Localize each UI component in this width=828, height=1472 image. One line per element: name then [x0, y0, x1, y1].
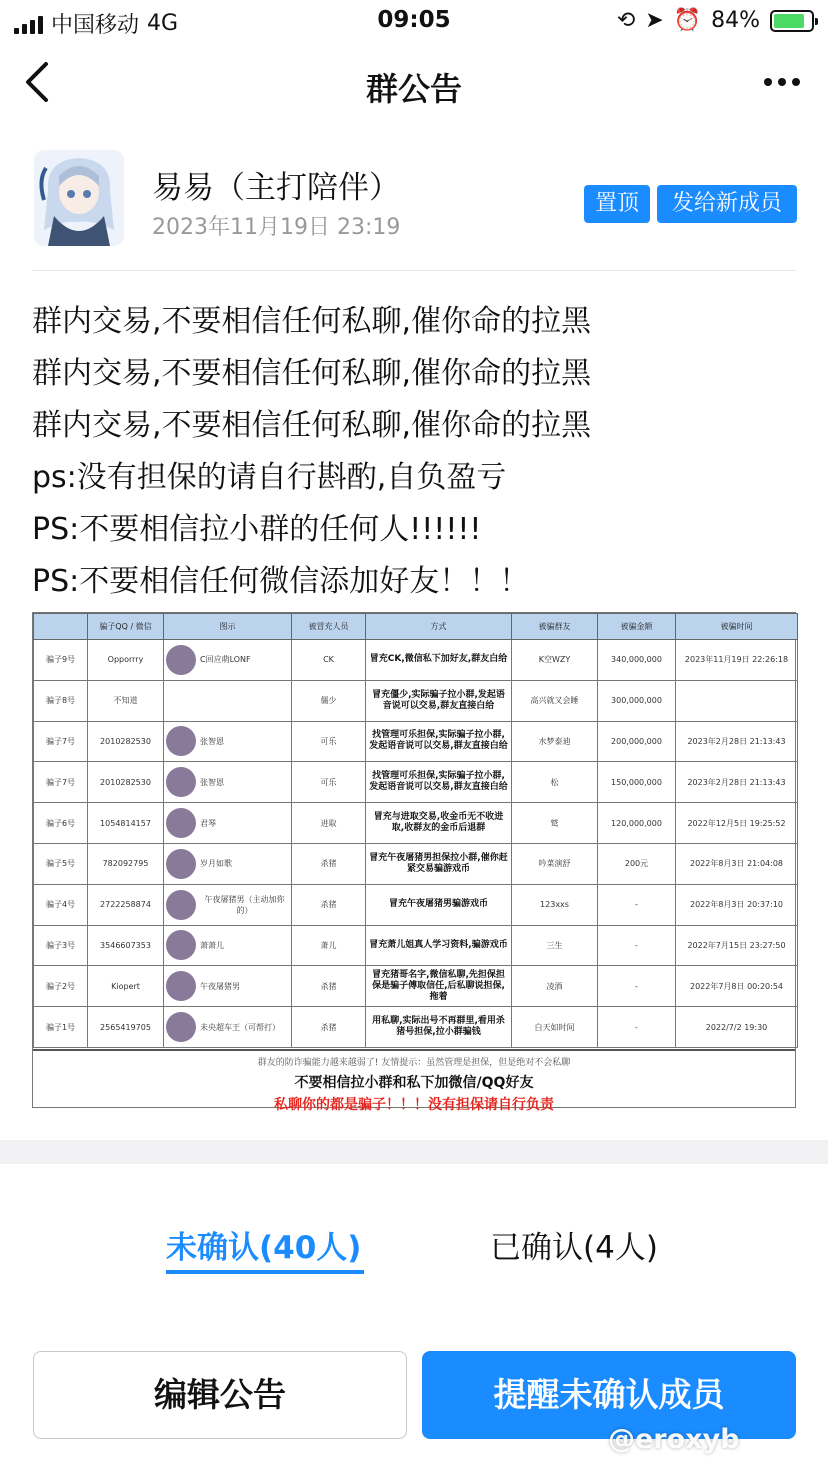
profile-thumbnail-icon [166, 767, 196, 797]
profile-name: 午夜屠猪男 [200, 981, 240, 991]
row-label: 骗子7号 [34, 721, 88, 762]
anime-avatar-icon [34, 150, 124, 246]
table-row [34, 884, 798, 925]
victim-cell: 松 [512, 762, 598, 803]
qq-cell: 不知道 [88, 680, 164, 721]
victim-cell: 吟菜演舒 [512, 843, 598, 884]
profile-thumbnail-icon [166, 930, 196, 960]
body-line: 群内交易,不要相信任何私聊,催你命的拉黑 [32, 356, 592, 391]
body-line: PS:不要相信拉小群的任何人!!!!!! [32, 512, 482, 547]
qq-cell: Opporrry [88, 640, 164, 681]
amount-cell: - [598, 925, 676, 966]
profile-name: 张智恩 [200, 777, 224, 787]
avatar[interactable] [34, 150, 124, 246]
battery-icon [770, 10, 814, 32]
method-cell: 找管理可乐担保,实际骗子拉小群,发起语音说可以交易,群友直接白给 [366, 762, 512, 803]
notice-image[interactable] [32, 612, 796, 1113]
battery-percent: 84% [711, 8, 760, 33]
pic-cell [164, 640, 292, 681]
impersonated-cell: 杀猪 [292, 966, 366, 1007]
impersonated-cell: 杀猪 [292, 843, 366, 884]
method-cell: 冒充与进取交易,收金币无不收进取,收群友的金币后退群 [366, 803, 512, 844]
profile-thumbnail-icon [166, 849, 196, 879]
qq-cell: 2722258874 [88, 884, 164, 925]
method-cell: 用私聊,实际出号不再群里,看用杀猪号担保,拉小群骗钱 [366, 1007, 512, 1048]
profile-thumbnail-icon [166, 1012, 196, 1042]
column-header: 图示 [164, 614, 292, 640]
pic-cell [164, 803, 292, 844]
qq-cell: Kiopert [88, 966, 164, 1007]
column-header: 被骗时间 [676, 614, 798, 640]
post-date: 2023年11月19日 23:19 [152, 215, 401, 240]
victim-cell: 鹫 [512, 803, 598, 844]
method-cell: 冒充僵少,实际骗子拉小群,发起语音说可以交易,群友直接白给 [366, 680, 512, 721]
method-cell: 冒充午夜屠猪男骗游戏币 [366, 884, 512, 925]
profile-name: 君琴 [200, 818, 216, 828]
more-button[interactable] [762, 62, 802, 111]
impersonated-cell: 僵少 [292, 680, 366, 721]
victim-cell: K空WZY [512, 640, 598, 681]
status-bar [0, 0, 828, 44]
qq-cell: 2010282530 [88, 762, 164, 803]
body-line: ps:没有担保的请自行斟酌,自负盈亏 [32, 460, 507, 495]
section-separator [0, 1140, 828, 1164]
profile-thumbnail-icon [166, 890, 196, 920]
row-label: 骗子5号 [34, 843, 88, 884]
pic-cell [164, 721, 292, 762]
tab-unconfirmed[interactable]: 未确认(40人) [166, 1230, 362, 1266]
profile-name: 午夜屠猪男（主动加你的） [204, 894, 285, 915]
remind-unconfirmed-button[interactable]: 提醒未确认成员 [422, 1351, 796, 1439]
impersonated-cell: 可乐 [292, 721, 366, 762]
method-cell: 冒充猪哥名字,微信私聊,先担保担保是骗子傅取信任,后私聊说担保,拖着 [366, 966, 512, 1007]
qq-cell: 782092795 [88, 843, 164, 884]
qq-cell: 2565419705 [88, 1007, 164, 1048]
impersonated-cell: 杀猪 [292, 884, 366, 925]
notice-footer [33, 1049, 795, 1113]
divider [32, 270, 796, 271]
alarm-icon: ⏰ [673, 8, 702, 33]
table-row [34, 966, 798, 1007]
amount-cell: - [598, 1007, 676, 1048]
profile-name: 未央超车王（可帮打） [200, 1022, 280, 1032]
method-cell: 找管理可乐担保,实际骗子拉小群,发起语音说可以交易,群友直接白给 [366, 721, 512, 762]
qq-cell: 1054814157 [88, 803, 164, 844]
table-row [34, 721, 798, 762]
pic-cell [164, 680, 292, 721]
time-cell: 2022年8月3日 21:04:08 [676, 843, 798, 884]
column-header: 被骗金额 [598, 614, 676, 640]
amount-cell: - [598, 884, 676, 925]
location-icon: ➤ [645, 8, 664, 33]
qq-cell: 3546607353 [88, 925, 164, 966]
pic-cell [164, 843, 292, 884]
impersonated-cell: 进取 [292, 803, 366, 844]
notice-footer-tip: 群友的防诈骗能力越来越弱了! 友情提示：虽然管理是担保，但是绝对不会私聊 [257, 1058, 571, 1068]
column-header: 被骗群友 [512, 614, 598, 640]
body-line: 群内交易,不要相信任何私聊,催你命的拉黑 [32, 408, 592, 443]
table-header-row [34, 614, 798, 640]
pic-cell [164, 966, 292, 1007]
amount-cell: 200,000,000 [598, 721, 676, 762]
nav-bar [0, 44, 828, 124]
watermark: @eroxyb [608, 1424, 740, 1455]
row-label: 骗子6号 [34, 803, 88, 844]
table-row [34, 843, 798, 884]
row-label: 骗子9号 [34, 640, 88, 681]
pic-cell [164, 1007, 292, 1048]
table-row [34, 803, 798, 844]
profile-name: C回应萌LONF [200, 655, 251, 665]
scammer-table [33, 613, 798, 1048]
impersonated-cell: 杀猪 [292, 1007, 366, 1048]
status-right [617, 8, 814, 33]
pin-button[interactable]: 置顶 [584, 185, 650, 223]
method-cell: 冒充CK,微信私下加好友,群友白给 [366, 640, 512, 681]
amount-cell: 150,000,000 [598, 762, 676, 803]
column-header [34, 614, 88, 640]
impersonated-cell: CK [292, 640, 366, 681]
battery-fill [774, 14, 804, 28]
rotation-lock-icon: ⟲ [616, 8, 636, 33]
profile-name: 萧萧儿 [200, 940, 224, 950]
announcement-body [32, 296, 802, 608]
network-label: 4G [147, 11, 179, 36]
active-tab-indicator [166, 1270, 364, 1274]
profile-thumbnail-icon [166, 645, 196, 675]
row-label: 骗子8号 [34, 680, 88, 721]
time-cell: 2022年12月5日 19:25:52 [676, 803, 798, 844]
amount-cell: - [598, 966, 676, 1007]
table-row [34, 925, 798, 966]
row-label: 骗子7号 [34, 762, 88, 803]
profile-name: 岁月如歌 [200, 859, 232, 869]
notice-footer-warning: 不要相信拉小群和私下加微信/QQ好友 [294, 1075, 534, 1091]
row-label: 骗子1号 [34, 1007, 88, 1048]
table-row [34, 680, 798, 721]
time-cell [676, 680, 798, 721]
body-line: 群内交易,不要相信任何私聊,催你命的拉黑 [32, 304, 592, 339]
column-header: 骗子QQ / 微信 [88, 614, 164, 640]
column-header: 被冒充人员 [292, 614, 366, 640]
profile-thumbnail-icon [166, 971, 196, 1001]
method-cell: 冒充萧儿姐真人学习资料,骗游戏币 [366, 925, 512, 966]
row-label: 骗子2号 [34, 966, 88, 1007]
table-row [34, 762, 798, 803]
notice-footer-alert: 私聊你的都是骗子！！！没有担保请自行负责 [274, 1097, 554, 1113]
profile-thumbnail-icon [166, 726, 196, 756]
time-cell: 2022年8月3日 20:37:10 [676, 884, 798, 925]
victim-cell: 高兴就又会睡 [512, 680, 598, 721]
amount-cell: 340,000,000 [598, 640, 676, 681]
profile-thumbnail-icon [166, 808, 196, 838]
author-name[interactable]: 易易（主打陪伴） [152, 170, 400, 206]
impersonated-cell: 萧儿 [292, 925, 366, 966]
victim-cell: 凌酒 [512, 966, 598, 1007]
victim-cell: 白天如时间 [512, 1007, 598, 1048]
time-cell: 2022年7月8日 00:20:54 [676, 966, 798, 1007]
victim-cell: 三生 [512, 925, 598, 966]
column-header: 方式 [366, 614, 512, 640]
profile-name: 张智恩 [200, 736, 224, 746]
amount-cell: 120,000,000 [598, 803, 676, 844]
pic-cell [164, 884, 292, 925]
tab-confirmed[interactable]: 已确认(4人) [490, 1230, 658, 1266]
status-time: 09:05 [377, 7, 451, 33]
amount-cell: 200元 [598, 843, 676, 884]
send-to-new-members-button[interactable]: 发给新成员 [657, 185, 797, 223]
victim-cell: 123xxs [512, 884, 598, 925]
time-cell: 2023年11月19日 22:26:18 [676, 640, 798, 681]
method-cell: 冒充午夜屠猪男担保拉小群,催你赶紧交易骗游戏币 [366, 843, 512, 884]
more-dots-icon [762, 62, 802, 102]
carrier-label: 中国移动 [51, 13, 140, 38]
time-cell: 2022/7/2 19:30 [676, 1007, 798, 1048]
pic-cell [164, 925, 292, 966]
pic-cell [164, 762, 292, 803]
impersonated-cell: 可乐 [292, 762, 366, 803]
row-label: 骗子4号 [34, 884, 88, 925]
time-cell: 2022年7月15日 23:27:50 [676, 925, 798, 966]
body-line: PS:不要相信任何微信添加好友！！！ [32, 564, 530, 599]
edit-announcement-button[interactable]: 编辑公告 [33, 1351, 407, 1439]
amount-cell: 300,000,000 [598, 680, 676, 721]
row-label: 骗子3号 [34, 925, 88, 966]
table-row [34, 1007, 798, 1048]
victim-cell: 水梦泰迪 [512, 721, 598, 762]
time-cell: 2023年2月28日 21:13:43 [676, 721, 798, 762]
page-title: 群公告 [365, 70, 462, 108]
time-cell: 2023年2月28日 21:13:43 [676, 762, 798, 803]
table-row [34, 640, 798, 681]
qq-cell: 2010282530 [88, 721, 164, 762]
